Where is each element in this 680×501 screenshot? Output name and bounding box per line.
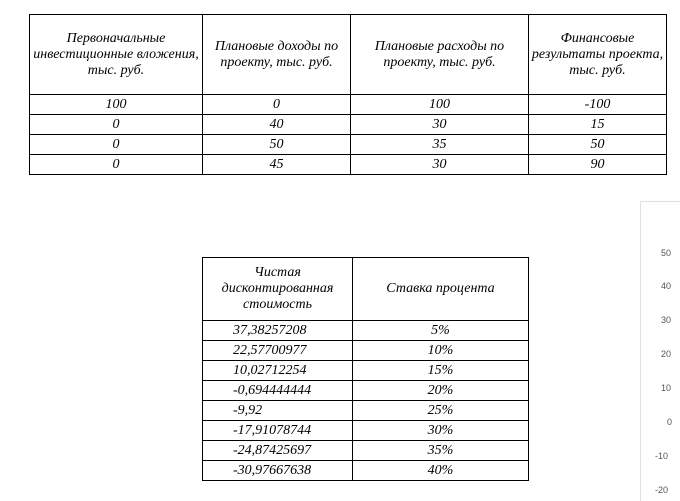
table-row: [203, 421, 529, 441]
axis-tick-label: 30: [661, 315, 672, 325]
table-row: [30, 135, 667, 155]
table-cell: 37,38257208: [203, 321, 353, 341]
header-financial-results: Финансовые результаты проекта, тыс. руб.: [529, 15, 667, 95]
table-cell: 90: [529, 155, 667, 175]
table-cell: 0: [30, 135, 203, 155]
table-cell: 30%: [353, 421, 529, 441]
table-cell: 22,57700977: [203, 341, 353, 361]
table-cell: 100: [351, 95, 529, 115]
table-row: [203, 441, 529, 461]
chart-fragment: [640, 201, 680, 501]
npv-rate-table: [202, 257, 529, 481]
table-cell: 30: [351, 115, 529, 135]
table-cell: 30: [351, 155, 529, 175]
header-planned-income: Плановые доходы по проекту, тыс. руб.: [203, 15, 351, 95]
table-cell: 40: [203, 115, 351, 135]
table-cell: 0: [30, 155, 203, 175]
table-cell: 40%: [353, 461, 529, 481]
table-cell: 15: [529, 115, 667, 135]
table-cell: -24,87425697: [203, 441, 353, 461]
table-cell: 35%: [353, 441, 529, 461]
table-cell: 10%: [353, 341, 529, 361]
axis-tick-label: 40: [661, 281, 672, 291]
table-row: [203, 461, 529, 481]
table-cell: 0: [30, 115, 203, 135]
table-row: [30, 115, 667, 135]
table-cell: 10,02712254: [203, 361, 353, 381]
table-row: [203, 321, 529, 341]
table-cell: -0,694444444: [203, 381, 353, 401]
table-row: [30, 95, 667, 115]
table-cell: 45: [203, 155, 351, 175]
table-cell: 35: [351, 135, 529, 155]
header-planned-expenses: Плановые расходы по проекту, тыс. руб.: [351, 15, 529, 95]
header-npv: Чистая дисконтированная стоимость: [203, 258, 353, 321]
table-row: [203, 341, 529, 361]
table-cell: 50: [203, 135, 351, 155]
axis-tick-label: 20: [661, 349, 672, 359]
header-initial-investment: Первоначальные инвестиционные вложения, тыс. руб.: [30, 15, 203, 95]
table-row: [203, 361, 529, 381]
axis-tick-label: 50: [661, 248, 672, 258]
axis-tick-label: 10: [661, 383, 672, 393]
table-cell: 15%: [353, 361, 529, 381]
table-row: [30, 155, 667, 175]
axis-tick-label: -10: [655, 451, 669, 461]
table-row: [203, 381, 529, 401]
axis-tick-label: -20: [655, 485, 669, 495]
table-cell: 0: [203, 95, 351, 115]
table-cell: 25%: [353, 401, 529, 421]
header-interest-rate: Ставка процента: [353, 258, 529, 321]
table-cell: 50: [529, 135, 667, 155]
table-cell: -30,97667638: [203, 461, 353, 481]
table-cell: 5%: [353, 321, 529, 341]
project-financials-table: [29, 14, 667, 175]
table-header-row: [203, 258, 529, 321]
table-cell: 100: [30, 95, 203, 115]
table-cell: -100: [529, 95, 667, 115]
table-cell: 20%: [353, 381, 529, 401]
table-cell: -9,92: [203, 401, 353, 421]
table-row: [203, 401, 529, 421]
axis-tick-label: 0: [667, 417, 673, 427]
table-header-row: [30, 15, 667, 95]
table-cell: -17,91078744: [203, 421, 353, 441]
